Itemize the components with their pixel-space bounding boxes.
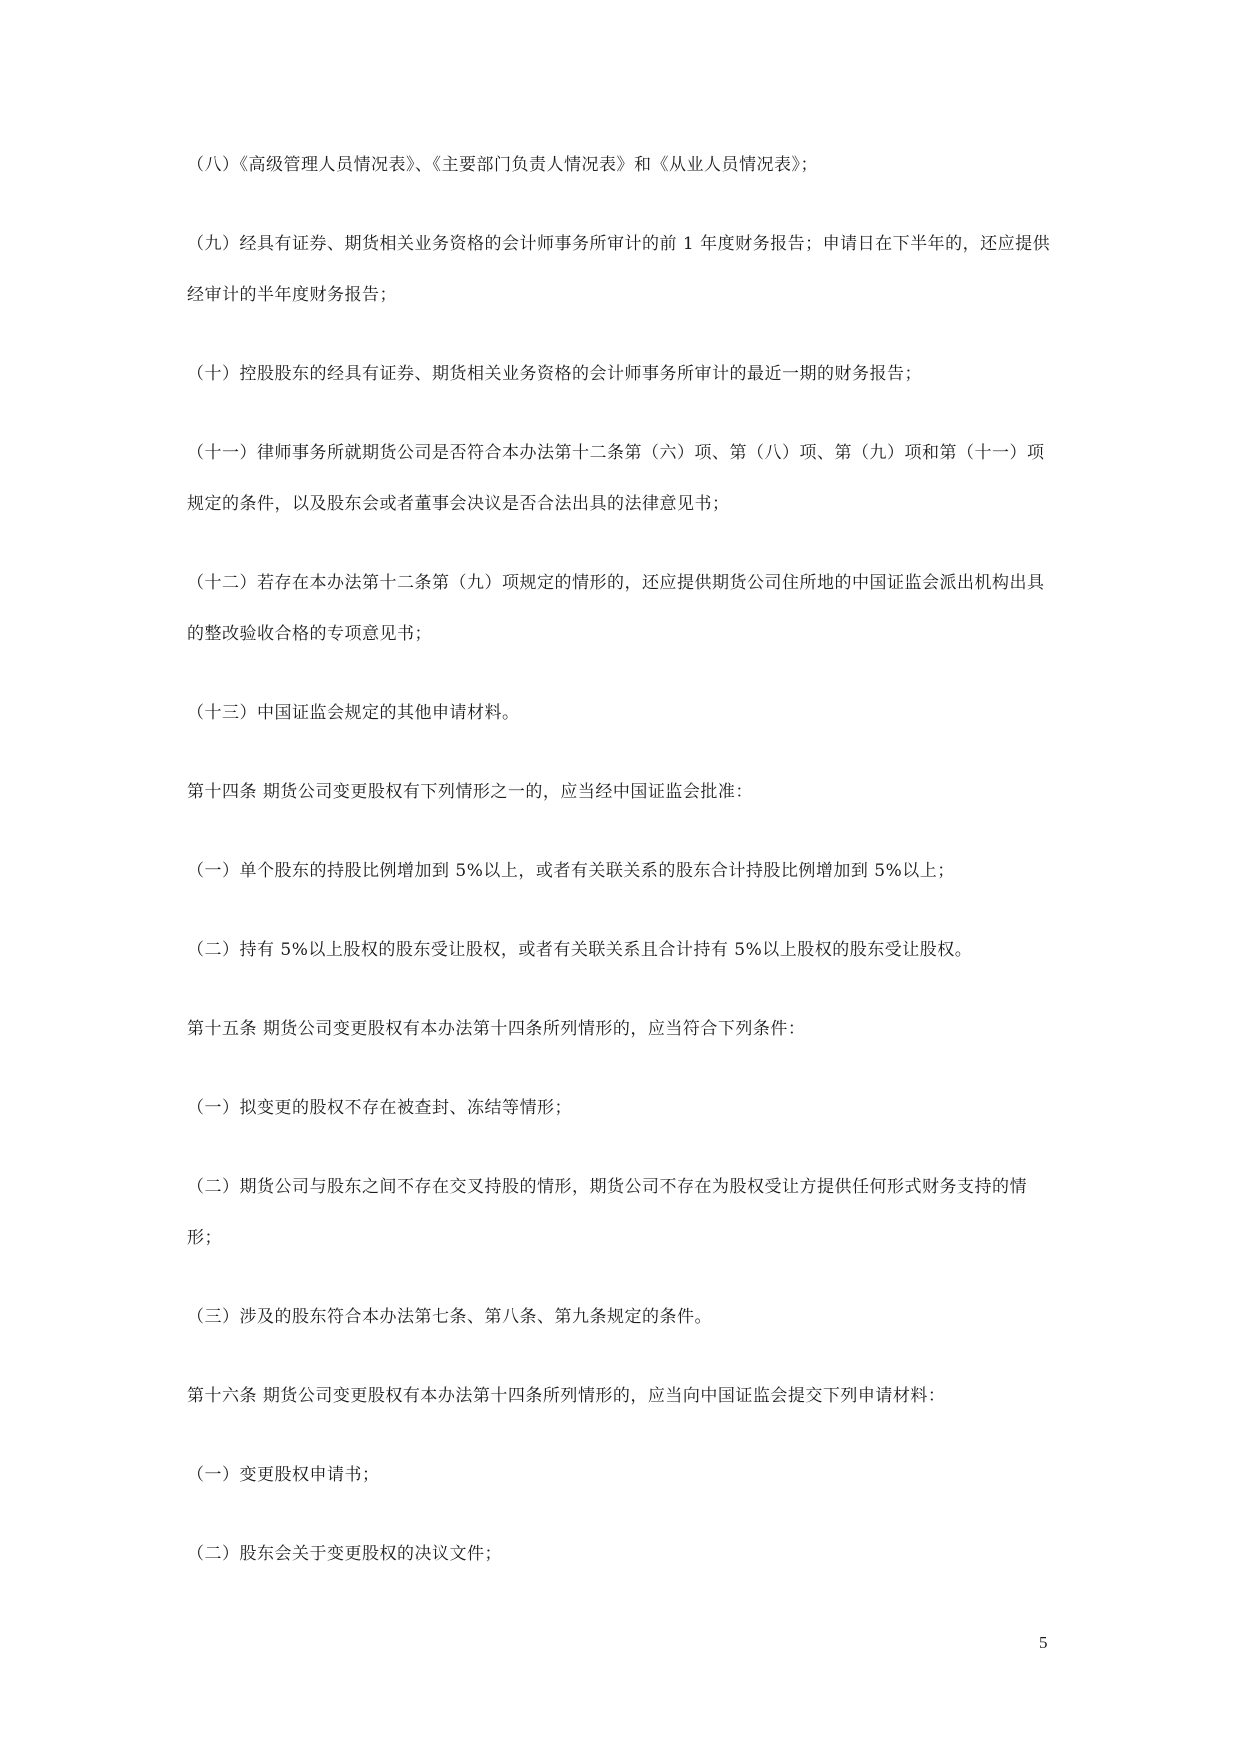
paragraph-item-8: （八）《高级管理人员情况表》、《主要部门负责人情况表》和《从业人员情况表》； [187, 155, 818, 175]
article-14-item-1: （一）单个股东的持股比例增加到 5%以上，或者有关联关系的股东合计持股比例增加到 5%以上； [187, 861, 955, 881]
article-15-item-1: （一）拟变更的股权不存在被查封、冻结等情形； [187, 1098, 572, 1118]
article-16-item-1: （一）变更股权申请书； [187, 1465, 380, 1485]
article-15-item-3: （三）涉及的股东符合本办法第七条、第八条、第九条规定的条件。 [187, 1307, 712, 1327]
article-16-item-2: （二）股东会关于变更股权的决议文件； [187, 1544, 502, 1564]
article-15-item-2: （二）期货公司与股东之间不存在交叉持股的情形，期货公司不存在为股权受让方提供任何形式财务支持的情形； [187, 1177, 1027, 1248]
article-15-heading: 第十五条 期货公司变更股权有本办法第十四条所列情形的，应当符合下列条件： [187, 1019, 806, 1039]
document-body [187, 140, 1055, 1608]
article-14-heading: 第十四条 期货公司变更股权有下列情形之一的，应当经中国证监会批准： [187, 782, 753, 802]
page-number: 5 [1039, 1633, 1048, 1652]
paragraph-item-10: （十）控股股东的经具有证券、期货相关业务资格的会计师事务所审计的最近一期的财务报告； [187, 364, 922, 384]
article-14-item-2: （二）持有 5%以上股权的股东受让股权，或者有关联关系且合计持有 5%以上股权的股东受让股权。 [187, 940, 973, 960]
article-16-heading: 第十六条 期货公司变更股权有本办法第十四条所列情形的，应当向中国证监会提交下列申请材料： [187, 1386, 946, 1406]
paragraph-item-12: （十二）若存在本办法第十二条第（九）项规定的情形的，还应提供期货公司住所地的中国证监会派出机构出具的整改验收合格的专项意见书； [187, 573, 1045, 644]
paragraph-item-9: （九）经具有证券、期货相关业务资格的会计师事务所审计的前 1 年度财务报告；申请日在下半年的，还应提供经审计的半年度财务报告； [187, 234, 1051, 305]
paragraph-item-11: （十一）律师事务所就期货公司是否符合本办法第十二条第（六）项、第（八）项、第（九）项和第（十一）项规定的条件，以及股东会或者董事会决议是否合法出具的法律意见书； [187, 443, 1045, 514]
paragraph-item-13: （十三）中国证监会规定的其他申请材料。 [187, 703, 520, 723]
